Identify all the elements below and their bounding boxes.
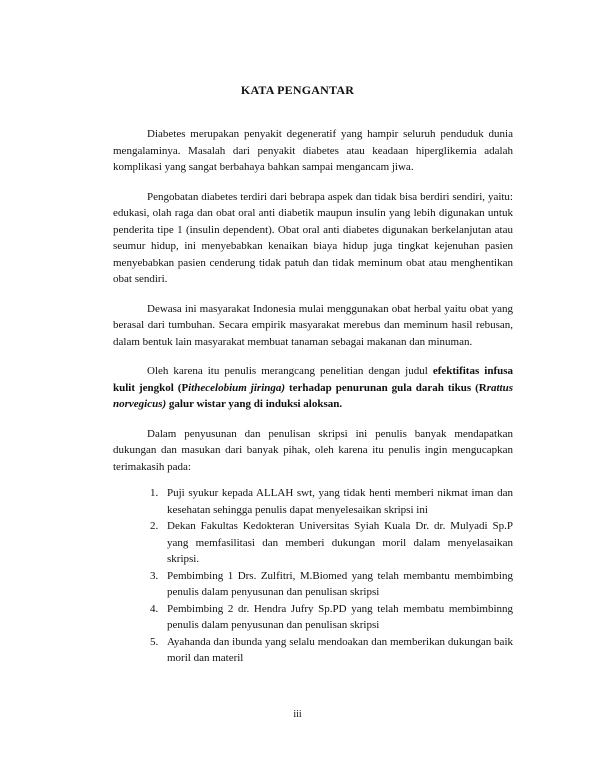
- list-item: 2. Dekan Fakultas Kedokteran Universitas Syiah Kuala Dr. dr. Mulyadi Sp.P yang memfasilitasi dan memberi dukungan moril dalam menyelasaikan skripsi.: [161, 518, 513, 568]
- research-title-latin-1: ithecelobium jiringa): [188, 381, 286, 394]
- paragraph-research-title: [113, 363, 513, 413]
- research-title-part-1: efektifitas infusa kulit jengkol (P: [113, 365, 514, 394]
- list-item: 4. Pembimbing 2 dr. Hendra Jufry Sp.PD yang telah membatu membimbinng penulis dalam penyusunan dan penulisan skripsi: [161, 601, 513, 634]
- paragraph-thanks-intro: Dalam penyusunan dan penulisan skripsi ini penulis banyak mendapatkan dukungan dan masukan dari banyak pihak, oleh karena itu penulis ingin mengucapkan terimakasih pada:: [113, 427, 513, 473]
- document-body: [113, 126, 513, 667]
- paragraph-diabetes: Diabetes merupakan penyakit degeneratif yang hampir seluruh penduduk dunia mengalaminya. Masalah dari penyakit diabetes atau keadaan hiperglikemia adalah komplikasi yang sangat berbahaya bahkan sampai mengancam jiwa.: [113, 128, 513, 173]
- list-item: 1. Puji syukur kepada ALLAH swt, yang tidak henti memberi nikmat iman dan kesehatan sehingga penulis dapat menyelesaikan skripsi ini: [161, 485, 513, 518]
- page-number: iii: [293, 709, 302, 720]
- paragraph-herbal: Dewasa ini masyarakat Indonesia mulai menggunakan obat herbal yaitu obat yang berasal dari tumbuhan. Secara empirik masyarakat merebus dan meminum hasil rebusan, dalam bentuk lain masyarakat membuat tanaman sebagai makanan dan minuman.: [113, 302, 513, 348]
- paragraph-treatment: Pengobatan diabetes terdiri dari bebrapa aspek dan tidak bisa berdiri sendiri, yaitu: edukasi, olah raga dan obat oral anti diabetik maupun insulin yang lebih digunakan untuk penderita tipe 1 (insulin dependent). Obat oral anti diabetes digunakan berkelanjutan atau seumur hidup, ini menyebabkan kenaikan biaya hidup juga tingkat kejenuhan pasien menyebabkan pasien cenderung tidak patuh dan tidak meminum obat atau menghentikan obat sendiri.: [113, 190, 513, 285]
- research-title-part-2: terhadap penurunan gula darah tikus (R: [285, 381, 487, 394]
- research-intro: Oleh karena itu penulis merangcang penelitian dengan judul: [147, 365, 433, 377]
- research-title-latin-2: rattus norvegicus): [113, 381, 513, 410]
- page-title: KATA PENGANTAR: [240, 83, 355, 97]
- list-item: 3. Pembimbing 1 Drs. Zulfitri, M.Biomed yang telah membantu membimbing penulis dalam penyusunan dan penulisan skripsi: [161, 568, 513, 601]
- acknowledgement-list: [113, 485, 513, 667]
- list-item: 5. Ayahanda dan ibunda yang selalu mendoakan dan memberikan dukungan baik moril dan materil: [161, 634, 513, 667]
- research-title-part-3: galur wistar yang di induksi aloksan.: [166, 398, 343, 410]
